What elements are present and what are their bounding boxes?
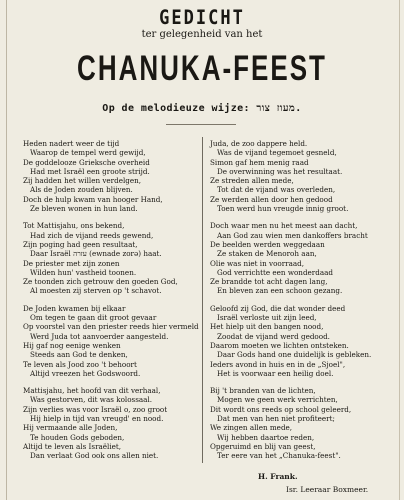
poem-line: Aan God zau wien men dankoffers bracht — [217, 230, 368, 240]
poem-line: Ze streden allen mede, — [210, 176, 294, 186]
poem-line: Zijn verlies was voor Israël o, zoo groot — [23, 404, 168, 414]
poem-line: Om tegen te gaan dit groot gevaar — [30, 313, 157, 323]
poem-line: Wij hebben daartoe reden, — [217, 432, 315, 442]
poem-line: Was gestorven, dit was kolossaal. — [30, 395, 153, 405]
poem-line: Dat men van hen niet profiteert; — [217, 414, 335, 424]
title-gedicht: GEDICHT — [159, 6, 245, 30]
poem-line: Olie was niet in voorraad, — [210, 258, 305, 268]
title-occasion: ter gelegenheid van het — [141, 29, 263, 40]
poem-line: God verrichtte een wonderdaad — [217, 267, 334, 277]
column-separator — [202, 137, 203, 463]
left-column — [23, 139, 199, 469]
poem-line: Al moesten zij sterven op 't schavot. — [30, 286, 162, 296]
stanza — [210, 221, 392, 295]
poem-line: Ze toonden zich getrouw den goeden God, — [23, 277, 178, 287]
poem-line: Zij hadden het willen verdelgen, — [23, 176, 142, 186]
poem-line: De overwinning was het resultaat. — [217, 166, 343, 176]
poem-line: Bij 't branden van de lichten, — [210, 386, 316, 396]
poem-line: Als de Joden zouden blijven. — [30, 185, 133, 195]
right-column — [210, 139, 392, 469]
poem-line: Ze bleven wonen in hun land. — [30, 204, 138, 214]
poem-line: Heden nadert weer de tijd — [23, 139, 120, 148]
poem-line: Te leven als Jood zoo 't behoort — [23, 359, 137, 369]
poem-line: Ter eere van het „Chanuka-feest". — [217, 451, 341, 461]
poem-line: Ze brandde tot acht dagen lang, — [210, 277, 328, 287]
title-divider — [166, 124, 236, 125]
poem-line: Geloofd zij God, die dat wonder deed — [210, 303, 346, 313]
poem-line: Tot dat de vijand was overleden, — [217, 185, 336, 195]
poem-line: Het hielp uit den bangen nood, — [210, 322, 324, 332]
poem-line: Had zich de vijand reeds gewend, — [30, 230, 154, 240]
poem-line: Toen werd hun vreugde innig groot. — [217, 204, 349, 214]
poem-line: Daarom moeten we lichten ontsteken. — [210, 340, 349, 350]
poem-line: Zoodat de vijand werd gedood. — [217, 331, 330, 341]
poem-line: Daar Gods hand one duidelijk is gebleken. — [217, 350, 372, 360]
poem-line: Altijd vreezen het Godswoord. — [30, 368, 141, 378]
poem-line: Altijd te leven als Israëliet, — [23, 441, 122, 451]
poem-line: Mattisjahu, het hoofd van dit verhaal, — [23, 386, 161, 396]
poem-line: Werd Juda tot aanvoerder aangesteld. — [30, 331, 169, 341]
stanza — [23, 221, 199, 295]
poem-line: En bleven zan een schoon gezang. — [217, 286, 343, 296]
signature-credit: Isr. Leeraar Boxmeer. — [286, 485, 369, 494]
poem-line: Te houden Gods geboden, — [30, 432, 125, 442]
poem-line: Ze werden allen door hen gedood — [210, 194, 333, 204]
poem-line: De Joden kwamen bij elkaar — [23, 303, 126, 313]
poem-line: Had met Israël een groote strijd. — [30, 166, 150, 176]
poem-line: Tot Mattisjahu, ons bekend, — [23, 221, 125, 231]
poem-line: Het is voorwaar een heilig doel. — [217, 368, 334, 378]
stanza — [23, 386, 199, 460]
poem-line: Israël verloste uit zijn leed, — [217, 313, 317, 323]
poem-line: Opgeruimd en blij van geest, — [210, 441, 316, 451]
poem-line: De goddelooze Grieksche overheid — [23, 157, 150, 167]
stanza — [210, 386, 392, 460]
poem-line: Ieders avond in huis en in de „Sjoel", — [210, 359, 346, 369]
poem-line: Hij vermaande alle Joden, — [23, 423, 118, 433]
poem-line: Dan verlaat God ook ons allen niet. — [30, 451, 159, 461]
poem-line: Hij gaf nog eenige wenken — [23, 340, 121, 350]
melody-subtitle: Op de melodieuze wijze: מעוז צור. — [102, 103, 302, 114]
poem-line: Hij hielp in tijd van vreugd' en nood. — [30, 414, 164, 424]
stanza — [210, 139, 392, 213]
poem-line: Steeds aan God te denken, — [30, 350, 128, 360]
poem-line: Ze staken de Menoroh aan, — [217, 249, 317, 259]
poem-line: Simon gaf hem menig raad — [210, 157, 309, 167]
stanza — [23, 304, 199, 378]
poem-line: Doch de hulp kwam van hooger Hand, — [23, 194, 163, 204]
poem-line: Juda, de zoo dappere held. — [210, 139, 308, 148]
poem-line: Wilden hun' vastheid toonen. — [30, 267, 137, 277]
poem-line: We zingen allen mede, — [210, 423, 293, 433]
poem-line: De priester met zijn zonen — [23, 258, 120, 268]
poem-line: Dit wordt ons reeds op school geleerd, — [210, 404, 352, 414]
signature-name: H. Frank. — [258, 472, 298, 481]
poem-line: Doch waar men nu het meest aan dacht, — [210, 221, 358, 231]
title-chanuka-feest: CHANUKA-FEEST — [77, 47, 327, 89]
poem-line: Daar Israël עזרה (ewnade zorə) haat. — [30, 249, 162, 259]
stanza — [210, 304, 392, 378]
poem-line: De beelden werden weggedaan — [210, 239, 325, 249]
poem-line: Waarop de tempel werd gewijd, — [30, 148, 146, 158]
poem-line: Op voorstel van den priester reeds hier vermeld — [23, 322, 199, 332]
stanza — [23, 139, 199, 213]
poem-line: Zijn poging had geen resultaat, — [23, 239, 138, 249]
poem-line: Was de vijand tegemoet gesneld, — [217, 148, 337, 158]
poem-line: Mogen we geen werk verrichten, — [217, 395, 338, 405]
